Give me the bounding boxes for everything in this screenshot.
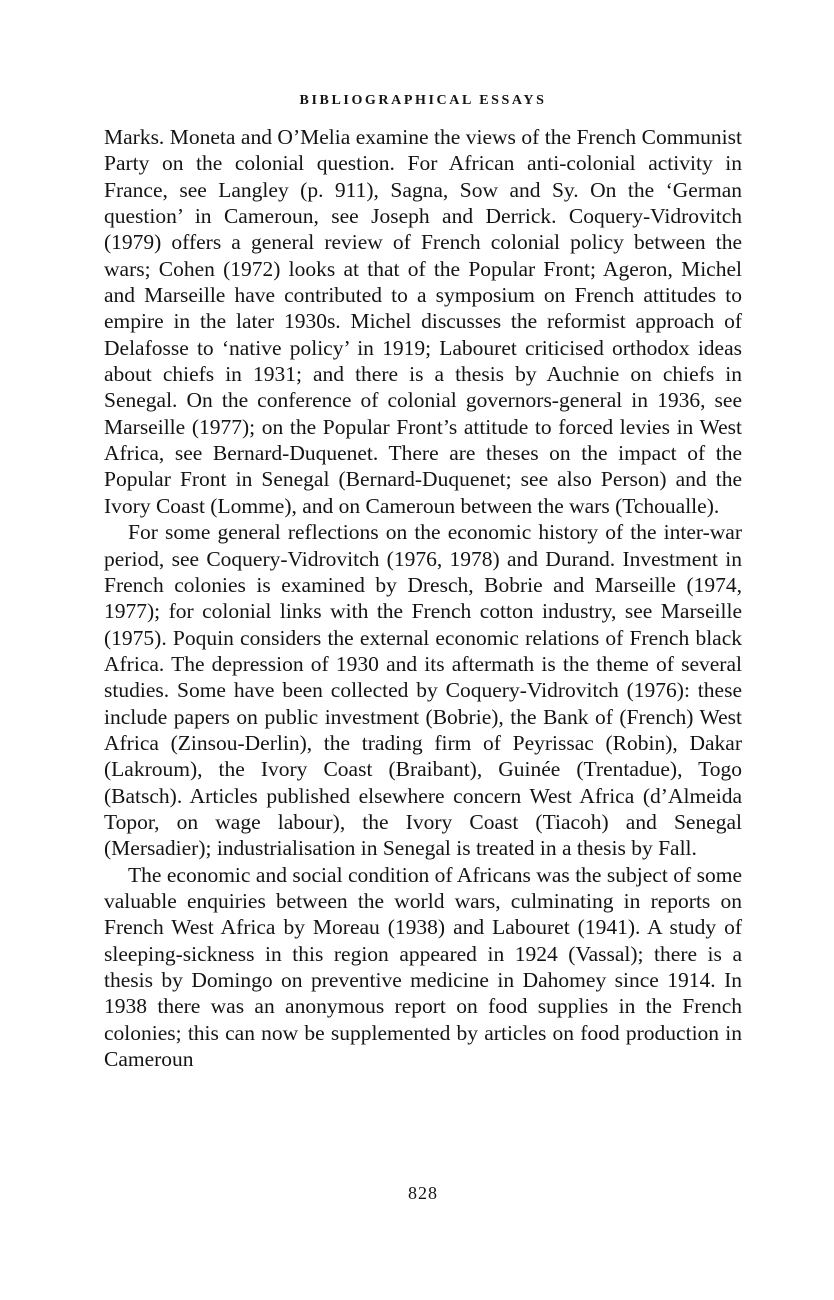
paragraph-2: For some general reflections on the economic history of the inter-war period, see Coquery-Vidrovitch (1976, 1978) and Durand. Investment in French colonies is examined by Dresch, Bobrie and Marseille (1974, 1977); for colonial links with the French cotton industry, see Marseille (1975). Poquin considers the external economic relations of French black Africa. The depression of 1930 and its aftermath is the theme of several studies. Some have been collected by Coquery-Vidrovitch (1976): these include papers on public investment (Bobrie), the Bank of (French) West Africa (Zinsou-Derlin), the trading firm of Peyrissac (Robin), Dakar (Lakroum), the Ivory Coast (Braibant), Guinée (Trentadue), Togo (Batsch). Articles published elsewhere concern West Africa (d’Almeida Topor, on wage labour), the Ivory Coast (Tiacoh) and Senegal (Mersadier); industrialisation in Senegal is treated in a thesis by Fall.: [104, 520, 742, 861]
body-text: [104, 124, 742, 1072]
paragraph-1: Marks. Moneta and O’Melia examine the views of the French Communist Party on the colonial question. For African anti-colonial activity in France, see Langley (p. 911), Sagna, Sow and Sy. On the ‘German question’ in Cameroun, see Joseph and Derrick. Coquery-Vidrovitch (1979) offers a general review of French colonial policy between the wars; Cohen (1972) looks at that of the Popular Front; Ageron, Michel and Marseille have contributed to a symposium on French attitudes to empire in the later 1930s. Michel discusses the reformist approach of Delafosse to ‘native policy’ in 1919; Labouret criticised orthodox ideas about chiefs in 1931; and there is a thesis by Auchnie on chiefs in Senegal. On the conference of colonial governors-general in 1936, see Marseille (1977); on the Popular Front’s attitude to forced levies in West Africa, see Bernard-Duquenet. There are theses on the impact of the Popular Front in Senegal (Bernard-Duquenet; see also Person) and the Ivory Coast (Lomme), and on Cameroun between the wars (Tchoualle).: [104, 125, 742, 518]
running-head: BIBLIOGRAPHICAL ESSAYS: [299, 93, 547, 108]
page-number: 828: [408, 1183, 438, 1203]
paragraph-3: The economic and social condition of Africans was the subject of some valuable enquiries between the world wars, culminating in reports on French West Africa by Moreau (1938) and Labouret (1941). A study of sleeping-sickness in this region appeared in 1924 (Vassal); there is a thesis by Domingo on preventive medicine in Dahomey since 1914. In 1938 there was an anonymous report on food supplies in the French colonies; this can now be supplemented by articles on food production in Cameroun: [104, 862, 742, 1072]
